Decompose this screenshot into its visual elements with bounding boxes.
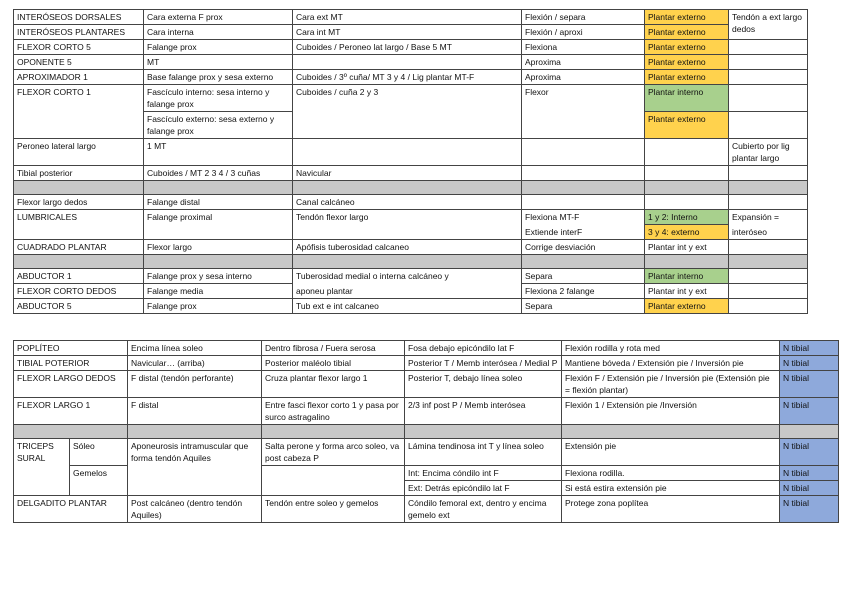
cell xyxy=(729,112,808,139)
cell xyxy=(780,425,839,439)
cell: Corrige desviación xyxy=(522,240,645,255)
cell xyxy=(729,55,808,70)
cell xyxy=(645,139,729,166)
cell: Aponeurosis intramuscular que forma tendón Aquiles xyxy=(128,439,262,496)
cell: 1 y 2: Interno xyxy=(645,210,729,225)
table-row xyxy=(14,240,808,255)
cell: INTERÓSEOS PLANTARES xyxy=(14,25,144,40)
cell: Aproxima xyxy=(522,55,645,70)
cell: Fascículo interno: sesa interno y falange prox xyxy=(144,85,293,112)
cell: Tuberosidad medial o interna calcáneo y xyxy=(293,269,522,284)
cell: FLEXOR LARGO DEDOS xyxy=(14,371,128,398)
cell: interóseo xyxy=(729,225,808,240)
cell xyxy=(14,255,144,269)
cell: Expansión = xyxy=(729,210,808,225)
table-row xyxy=(14,284,808,299)
cell: Flexiona 2 falange xyxy=(522,284,645,299)
cell xyxy=(522,181,645,195)
cell: Falange prox xyxy=(144,299,293,314)
cell xyxy=(522,255,645,269)
cell: Plantar int y ext xyxy=(645,240,729,255)
separator-row xyxy=(14,425,839,439)
cell: TIBIAL POTERIOR xyxy=(14,356,128,371)
table-row xyxy=(14,70,808,85)
cell: MT xyxy=(144,55,293,70)
cell: Cuboides / 3º cuña/ MT 3 y 4 / Lig plantar MT-F xyxy=(293,70,522,85)
cell: FLEXOR CORTO 1 xyxy=(14,85,144,139)
cell: Cuboides / MT 2 3 4 / 3 cuñas xyxy=(144,166,293,181)
cell: Flexión / separa xyxy=(522,10,645,25)
cell: Flexor largo dedos xyxy=(14,195,144,210)
separator-row xyxy=(14,255,808,269)
cell: Canal calcáneo xyxy=(293,195,522,210)
cell: F distal xyxy=(128,398,262,425)
cell xyxy=(729,240,808,255)
cell: Si está estira extensión pie xyxy=(562,481,780,496)
cell: Plantar externo xyxy=(645,70,729,85)
cell: POPLÍTEO xyxy=(14,341,128,356)
cell: Falange proximal xyxy=(144,210,293,240)
cell xyxy=(522,166,645,181)
cell: Flexiona MT-F xyxy=(522,210,645,225)
cell xyxy=(645,166,729,181)
table-row xyxy=(14,195,808,210)
cell: Mantiene bóveda / Extensión pie / Inversión pie xyxy=(562,356,780,371)
cell: Tub ext e int calcaneo xyxy=(293,299,522,314)
cell: TRICEPS SURAL xyxy=(14,439,70,496)
cell: N tibial xyxy=(780,439,839,466)
table-row xyxy=(14,55,808,70)
cell: FLEXOR CORTO DEDOS xyxy=(14,284,144,299)
cell xyxy=(522,195,645,210)
cell xyxy=(293,255,522,269)
cell: CUADRADO PLANTAR xyxy=(14,240,144,255)
cell: Plantar externo xyxy=(645,40,729,55)
cell: Protege zona poplítea xyxy=(562,496,780,523)
cell: Flexiona rodilla. xyxy=(562,466,780,481)
cell: Separa xyxy=(522,299,645,314)
table-row xyxy=(14,40,808,55)
cell: Ext: Detrás epicóndilo lat F xyxy=(405,481,562,496)
table-row xyxy=(14,269,808,284)
cell: Plantar externo xyxy=(645,55,729,70)
table-row xyxy=(14,166,808,181)
cell: Separa xyxy=(522,269,645,284)
table-row xyxy=(14,25,808,40)
cell: Extiende interF xyxy=(522,225,645,240)
cell: Cuboides / cuña 2 y 3 xyxy=(293,85,522,139)
cell: Base falange prox y sesa externo xyxy=(144,70,293,85)
cell: Tendón flexor largo xyxy=(293,210,522,240)
table-row xyxy=(14,398,839,425)
cell: Cuboides / Peroneo lat largo / Base 5 MT xyxy=(293,40,522,55)
table-row xyxy=(14,210,808,225)
table-row xyxy=(14,496,839,523)
cell: Salta perone y forma arco soleo, va post cabeza P xyxy=(262,439,405,466)
cell xyxy=(729,85,808,112)
cell: DELGADITO PLANTAR xyxy=(14,496,128,523)
cell: Tendón a ext largo dedos xyxy=(729,10,808,40)
cell: Flexión / aproxi xyxy=(522,25,645,40)
cell: Flexiona xyxy=(522,40,645,55)
cell: Cóndilo femoral ext, dentro y encima gemelo ext xyxy=(405,496,562,523)
cell: Flexor largo xyxy=(144,240,293,255)
cell xyxy=(729,269,808,284)
table-row xyxy=(14,139,808,166)
cell: Fosa debajo epicóndilo lat F xyxy=(405,341,562,356)
cell: FLEXOR LARGO 1 xyxy=(14,398,128,425)
cell xyxy=(729,255,808,269)
foot-muscles-table xyxy=(13,9,808,314)
cell: F distal (tendón perforante) xyxy=(128,371,262,398)
cell: Posterior T, debajo línea soleo xyxy=(405,371,562,398)
table-row xyxy=(14,439,839,466)
cell: 1 MT xyxy=(144,139,293,166)
cell: Entre fasci flexor corto 1 y pasa por surco astragalino xyxy=(262,398,405,425)
cell: Cara ext MT xyxy=(293,10,522,25)
cell: 2/3 inf post P / Memb interósea xyxy=(405,398,562,425)
cell: N tibial xyxy=(780,496,839,523)
cell: OPONENTE 5 xyxy=(14,55,144,70)
cell: Encima línea soleo xyxy=(128,341,262,356)
table-row xyxy=(14,371,839,398)
cell: Gemelos xyxy=(70,466,128,496)
cell xyxy=(729,70,808,85)
cell: Posterior maléolo tibial xyxy=(262,356,405,371)
table-row xyxy=(14,341,839,356)
cell xyxy=(144,181,293,195)
cell: Cruza plantar flexor largo 1 xyxy=(262,371,405,398)
cell xyxy=(729,181,808,195)
cell: 3 y 4: externo xyxy=(645,225,729,240)
cell: ABDUCTOR 5 xyxy=(14,299,144,314)
table-row xyxy=(14,356,839,371)
cell: Tendón entre soleo y gemelos xyxy=(262,496,405,523)
table-row xyxy=(14,10,808,25)
cell: Posterior T / Memb interósea / Medial P xyxy=(405,356,562,371)
cell: Flexor xyxy=(522,85,645,139)
cell: Cara int MT xyxy=(293,25,522,40)
cell: Fascículo externo: sesa externo y falange prox xyxy=(144,112,293,139)
cell: Lámina tendinosa int T y línea soleo xyxy=(405,439,562,466)
cell: LUMBRICALES xyxy=(14,210,144,240)
cell: Aproxima xyxy=(522,70,645,85)
cell: Falange distal xyxy=(144,195,293,210)
cell xyxy=(262,425,405,439)
cell: Cara externa F prox xyxy=(144,10,293,25)
cell: Falange prox y sesa interno xyxy=(144,269,293,284)
cell: Flexión F / Extensión pie / Inversión pie (Extensión pie = flexión plantar) xyxy=(562,371,780,398)
cell: Int: Encima cóndilo int F xyxy=(405,466,562,481)
cell: INTERÓSEOS DORSALES xyxy=(14,10,144,25)
cell: Peroneo lateral largo xyxy=(14,139,144,166)
cell xyxy=(729,166,808,181)
cell xyxy=(144,255,293,269)
cell: aponeu plantar xyxy=(293,284,522,299)
cell xyxy=(14,425,128,439)
cell: Navicular… (arriba) xyxy=(128,356,262,371)
cell xyxy=(729,284,808,299)
cell xyxy=(14,181,144,195)
cell: Tibial posterior xyxy=(14,166,144,181)
cell: Plantar externo xyxy=(645,10,729,25)
cell: Flexión rodilla y rota med xyxy=(562,341,780,356)
separator-row xyxy=(14,181,808,195)
cell: Navicular xyxy=(293,166,522,181)
cell: N tibial xyxy=(780,356,839,371)
table-row xyxy=(14,85,808,112)
cell: N tibial xyxy=(780,481,839,496)
cell xyxy=(293,139,522,166)
cell: Dentro fibrosa / Fuera serosa xyxy=(262,341,405,356)
cell xyxy=(729,195,808,210)
cell xyxy=(128,425,262,439)
cell xyxy=(729,299,808,314)
cell: N tibial xyxy=(780,371,839,398)
cell xyxy=(405,425,562,439)
cell: Plantar externo xyxy=(645,25,729,40)
cell xyxy=(293,55,522,70)
cell: Cubierto por lig plantar largo xyxy=(729,139,808,166)
cell: N tibial xyxy=(780,398,839,425)
cell xyxy=(293,181,522,195)
cell: Plantar int y ext xyxy=(645,284,729,299)
cell xyxy=(522,139,645,166)
cell: Extensión pie xyxy=(562,439,780,466)
cell xyxy=(562,425,780,439)
cell xyxy=(645,195,729,210)
cell xyxy=(262,466,405,496)
table-row xyxy=(14,299,808,314)
cell: Falange prox xyxy=(144,40,293,55)
cell: Sóleo xyxy=(70,439,128,466)
cell: Cara interna xyxy=(144,25,293,40)
cell xyxy=(645,255,729,269)
leg-muscles-table xyxy=(13,340,839,523)
cell: Plantar externo xyxy=(645,299,729,314)
cell: FLEXOR CORTO 5 xyxy=(14,40,144,55)
cell: Plantar externo xyxy=(645,112,729,139)
cell: Plantar interno xyxy=(645,85,729,112)
cell: APROXIMADOR 1 xyxy=(14,70,144,85)
cell: Apófisis tuberosidad calcaneo xyxy=(293,240,522,255)
cell: N tibial xyxy=(780,466,839,481)
cell xyxy=(729,40,808,55)
cell xyxy=(645,181,729,195)
cell: Plantar interno xyxy=(645,269,729,284)
cell: Falange media xyxy=(144,284,293,299)
cell: Post calcáneo (dentro tendón Aquiles) xyxy=(128,496,262,523)
cell: N tibial xyxy=(780,341,839,356)
cell: Flexión 1 / Extensión pie /Inversión xyxy=(562,398,780,425)
cell: ABDUCTOR 1 xyxy=(14,269,144,284)
